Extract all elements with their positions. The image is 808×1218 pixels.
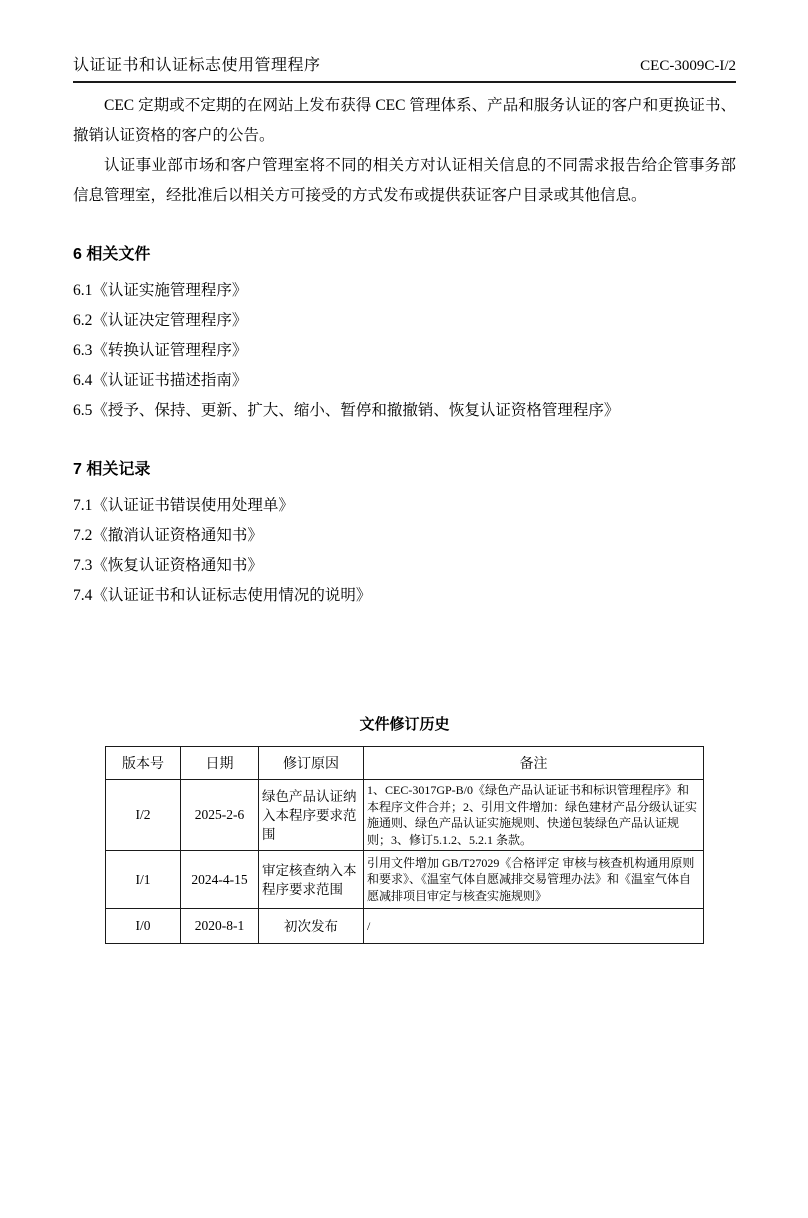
revision-history-block [73, 713, 736, 944]
list-item: 6.4《认证证书描述指南》 [73, 372, 248, 389]
version-cell: I/0 [106, 909, 181, 944]
table-header-row [106, 747, 704, 780]
date-cell: 2025-2-6 [181, 780, 259, 851]
paragraph-info-release: 认证事业部市场和客户管理室将不同的相关方对认证相关信息的不同需求报告给企管事务部信息管理室，经批准后以相关方可接受的方式发布或提供获证客户目录或其他信息。 [73, 157, 736, 204]
list-item: 7.4《认证证书和认证标志使用情况的说明》 [73, 587, 372, 604]
page-content [73, 52, 736, 944]
remark-cell: / [364, 909, 704, 944]
date-cell: 2020-8-1 [181, 909, 259, 944]
document-header [73, 52, 736, 83]
revision-table-title: 文件修订历史 [359, 716, 450, 733]
version-cell: I/1 [106, 851, 181, 909]
version-cell: I/2 [106, 780, 181, 851]
section-7-list [73, 491, 736, 611]
header-version: 版本号 [106, 747, 181, 780]
paragraph-announcement: CEC 定期或不定期的在网站上发布获得 CEC 管理体系、产品和服务认证的客户和更换证书、撤销认证资格的客户的公告。 [73, 97, 736, 144]
list-item: 6.3《转换认证管理程序》 [73, 342, 248, 359]
remark-cell: 引用文件增加 GB/T27029《合格评定 审核与核查机构通用原则和要求》、《温室气体自愿减排交易管理办法》和《温室气体自愿减排项目审定与核查实施规则》 [364, 851, 704, 909]
table-row [106, 780, 704, 851]
list-item: 6.5《授予、保持、更新、扩大、缩小、暂停和撤撤销、恢复认证资格管理程序》 [73, 402, 620, 419]
section-6-list [73, 276, 736, 426]
list-item: 6.2《认证决定管理程序》 [73, 312, 248, 329]
header-reason: 修订原因 [259, 747, 364, 780]
section-7-heading: 7 相关记录 [73, 461, 151, 478]
revision-history-table [105, 746, 704, 944]
remark-cell: 1、CEC-3017GP-B/0《绿色产品认证证书和标识管理程序》和本程序文件合并；2、引用文件增加：绿色建材产品分级认证实施通则、绿色产品认证实施规则、快递包装绿色产品认证规则；3、修订5.1.2、5.2.1 条款。 [364, 780, 704, 851]
document-number: CEC-3009C-I/2 [640, 58, 736, 74]
table-row [106, 909, 704, 944]
document-title: 认证证书和认证标志使用管理程序 [73, 57, 321, 74]
reason-cell: 绿色产品认证纳入本程序要求范围 [259, 780, 364, 851]
date-cell: 2024-4-15 [181, 851, 259, 909]
reason-cell: 初次发布 [259, 909, 364, 944]
list-item: 6.1《认证实施管理程序》 [73, 282, 248, 299]
table-row [106, 851, 704, 909]
header-date: 日期 [181, 747, 259, 780]
list-item: 7.3《恢复认证资格通知书》 [73, 557, 263, 574]
reason-cell: 审定核查纳入本程序要求范围 [259, 851, 364, 909]
list-item: 7.1《认证证书错误使用处理单》 [73, 497, 294, 514]
header-remark: 备注 [364, 747, 704, 780]
list-item: 7.2《撤消认证资格通知书》 [73, 527, 263, 544]
section-6-heading: 6 相关文件 [73, 246, 151, 263]
